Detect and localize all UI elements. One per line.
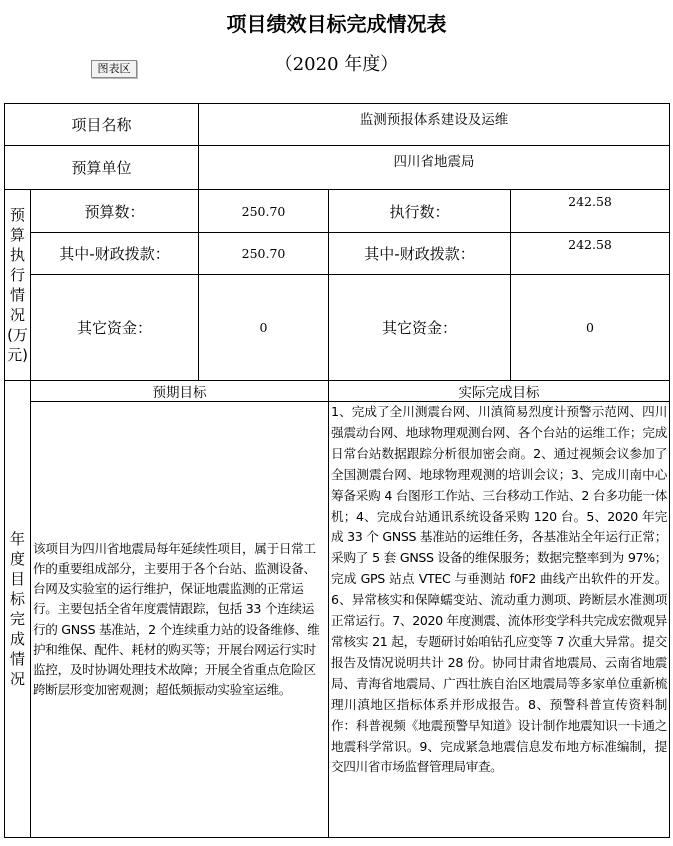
budget-label: 预算数：: [31, 190, 199, 233]
actual-target-text: 1、完成了全川测震台网、川滇简易烈度计预警示范网、四川强震动台网、地球物理观测台网、各个台站的运维工作；完成日常台站数据跟踪分析很加密会商。2、通过视频会议参加了全国测震台网、地球物理观测的培训会议；3、完成川南中心筹备采购 4 台图形工作站、三台移动工作站、2 台多功能一体机；4、完成台站通讯系统设备采购 120 台。5、2020 年完成 33 个 GNSS 基准站的运维任务，各基准站全年运行正常；采购了 5 套 GNSS 设备的维保服务；数据完整率到为 97%；完成 GPS 站点 VTEC 与垂测站 f0F2 曲线产出软件的开发。6、异常核实和保障蠕变站、流动重力测项、跨断层水准测项正常运行。7、2020 年度测震、流体形变学科共完成宏微观异常核实 21 起，专题研讨始咱钻孔应变等 7 次重大异常。提交报告及情况说明共计 28 份。协同甘肃省地震局、云南省地震局、青海省地震局、广西壮族自治区地震局等多家单位重新梳理川滇地区指标体系并形成报告。8、预警科普宣传资料制作：科普视频《地震预警早知道》设计制作地震知识一卡通之地震科学常识。9、完成紧急地震信息发布地方标准编制，提交四川省市场监督管理局审查。: [329, 402, 670, 838]
target-header-row: [5, 381, 670, 402]
fiscal-value: 250.70: [199, 233, 329, 275]
other-exec-value: 0: [511, 275, 670, 381]
expected-header: 预期目标: [31, 381, 329, 402]
project-name-value: 监测预报体系建设及运维: [199, 104, 670, 146]
performance-table: [4, 103, 670, 838]
expected-target-text: 该项目为四川省地震局每年延续性项目，属于日常工作的重要组成部分，主要用于各个台站、监测设备、台网及实验室的运行维护，保证地震监测的正常运行。主要包括全省年度震情跟踪，包括 33 个连续运行的 GNSS 基准站，2 个连续重力站的设备维修、维护和维保、配件、耗材的购买等；开展台网运行实时监控，及时协调处理技术故障；开展全省重点危险区跨断层形变加密观测；超低频振动实验室运维。: [31, 402, 329, 838]
fiscal-year: （2020 年度）: [274, 54, 399, 75]
exec-value: 242.58: [511, 190, 670, 233]
other-exec-label: 其它资金：: [329, 275, 511, 381]
budget-unit-label: 预算单位: [5, 146, 199, 190]
budget-value: 250.70: [199, 190, 329, 233]
budget-row: [5, 190, 670, 233]
project-name-row: [5, 104, 670, 146]
other-value: 0: [199, 275, 329, 381]
fiscal-label: 其中-财政拨款：: [31, 233, 199, 275]
fiscal-row: [5, 233, 670, 275]
exec-label: 执行数：: [329, 190, 511, 233]
other-funds-row: [5, 275, 670, 381]
chart-area-button[interactable]: 图表区: [91, 60, 137, 78]
target-content-row: [5, 402, 670, 838]
fiscal-exec-value: 242.58: [511, 233, 670, 275]
budget-unit-value: 四川省地震局: [199, 146, 670, 190]
budget-unit-row: [5, 146, 670, 190]
budget-section-label: 预算执行情况(万元): [5, 190, 31, 381]
project-name-label: 项目名称: [5, 104, 199, 146]
other-label: 其它资金：: [31, 275, 199, 381]
page-title: 项目绩效目标完成情况表: [226, 12, 447, 36]
fiscal-exec-label: 其中-财政拨款：: [329, 233, 511, 275]
actual-header: 实际完成目标: [329, 381, 670, 402]
annual-section-label: 年度目标完成情况: [5, 381, 31, 838]
